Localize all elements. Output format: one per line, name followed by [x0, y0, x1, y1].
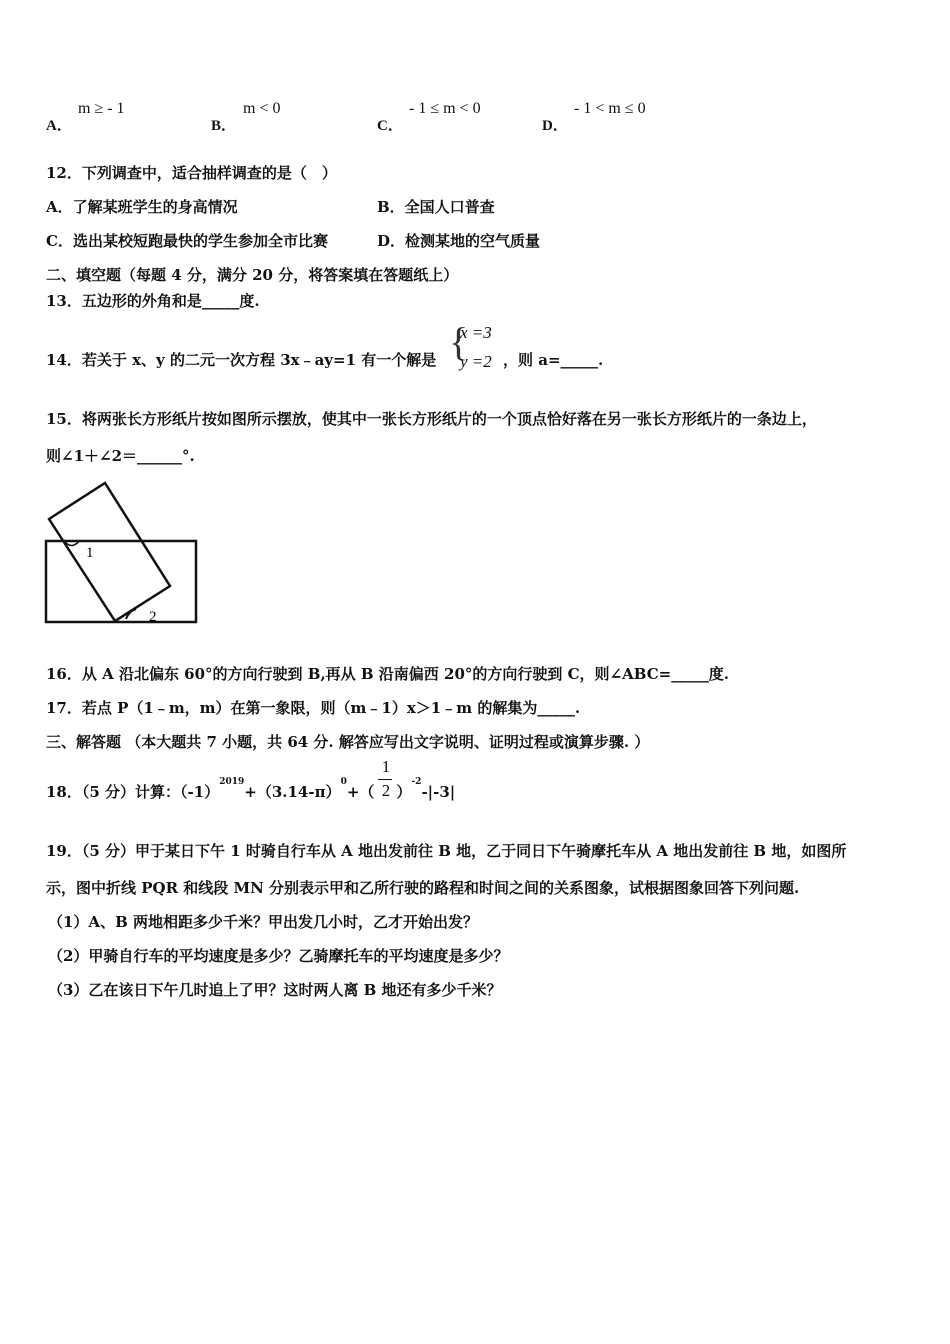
q18-exp2: 0: [340, 777, 347, 787]
q13: 13．五边形的外角和是_____度.: [46, 292, 260, 310]
angle-2-label: 2: [149, 609, 157, 625]
option-label: C．: [377, 118, 403, 134]
q11-option-b-expr: m < 0: [243, 100, 281, 117]
q18-exp1: 2019: [219, 777, 245, 787]
q19-line2: 示，图中折线 PQR 和线段 MN 分别表示甲和乙所行驶的路程和时间之间的关系图象，试根据图象回答下列问题.: [46, 879, 800, 897]
q14-stem: 14．若关于 x、y 的二元一次方程 3x﹣ay=1 有一个解是: [46, 351, 437, 369]
q12-option-b: B．全国人口普查: [377, 198, 495, 216]
q15-line1: 15．将两张长方形纸片按如图所示摆放，使其中一张长方形纸片的一个顶点恰好落在另一张长方形纸片的一条边上，: [46, 410, 817, 428]
angle-1-label: 1: [86, 545, 94, 561]
q14-brace: {: [449, 319, 469, 364]
q18-exp3: -2: [411, 777, 422, 787]
q11-option-a-expr: m ≥ - 1: [78, 100, 125, 117]
option-label: B．: [211, 118, 237, 134]
tilted-rectangle: [49, 483, 170, 621]
horizontal-rectangle: [46, 541, 196, 622]
q14-eq1: x =3: [460, 323, 492, 342]
q18-mid: +（3.14-π）: [244, 783, 341, 801]
q14-eq2: y =2: [460, 352, 492, 371]
fraction-numerator: 1: [381, 757, 391, 776]
option-label: A．: [46, 118, 72, 134]
option-label: D．: [542, 118, 568, 134]
q19-line1: 19．（5 分）甲于某日下午 1 时骑自行车从 A 地出发前往 B 地，乙于同日下午骑摩托车从 A 地出发前往 B 地，如图所: [46, 842, 847, 860]
q18-pre: 18．（5 分）计算：（-1）: [46, 783, 220, 801]
section-heading-solutions: 三、解答题 （本大题共 7 小题，共 64 分. 解答应写出文字说明、证明过程或演算步骤. ）: [46, 733, 650, 751]
q12-option-a: A．了解某班学生的身高情况: [46, 198, 238, 216]
q12-option-d: D．检测某地的空气质量: [377, 232, 541, 250]
q15-line2: 则∠1＋∠2＝______°.: [46, 447, 195, 465]
q11-option-c-expr: - 1 ≤ m < 0: [409, 100, 481, 117]
q12-stem: 12．下列调查中，适合抽样调查的是（ ）: [46, 164, 337, 182]
q18: [46, 777, 456, 802]
fraction-bar: [378, 779, 392, 780]
q18-plus: +（: [346, 783, 375, 801]
q14-answer: ，则 a=_____.: [503, 351, 604, 369]
q11-option-d-expr: - 1 < m ≤ 0: [574, 100, 646, 117]
q19-sub2: （2）甲骑自行车的平均速度是多少？乙骑摩托车的平均速度是多少？: [48, 947, 509, 965]
q19-sub3: （3）乙在该日下午几时追上了甲？这时两人离 B 地还有多少千米？: [48, 981, 502, 999]
section-heading-fill-in: 二、填空题（每题 4 分，满分 20 分，将答案填在答题纸上）: [46, 266, 459, 284]
q18-post: -|-3|: [421, 783, 456, 801]
q16: 16．从 A 沿北偏东 60°的方向行驶到 B,再从 B 沿南偏西 20°的方向行驶到 C，则∠ABC=_____度.: [46, 665, 729, 683]
fraction-denominator: 2: [381, 781, 391, 800]
q12-option-c: C．选出某校短跑最快的学生参加全市比赛: [46, 232, 328, 250]
q19-sub1: （1）A、B 两地相距多少千米？甲出发几小时，乙才开始出发？: [48, 913, 478, 931]
angle-2-arc: [126, 609, 136, 619]
q17: 17．若点 P（1﹣m，m）在第一象限，则（m﹣1）x＞1﹣m 的解集为_____.: [46, 699, 581, 717]
q18-close: ）: [396, 783, 412, 801]
